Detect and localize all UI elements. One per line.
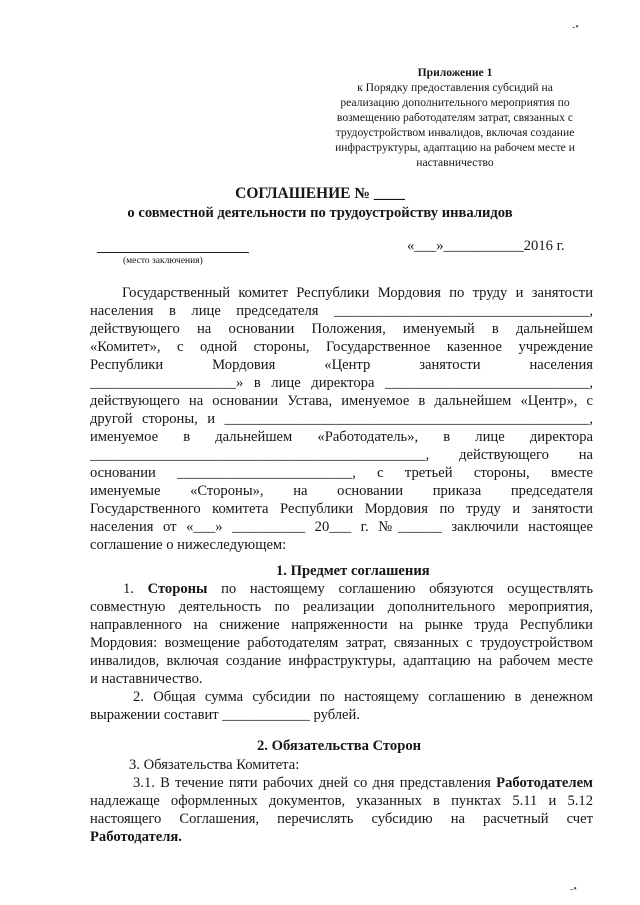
- section-3-1-end: Работодателя.: [90, 829, 182, 845]
- preamble-line: Государственного комитета Республики Мордовия по труду и занятости: [90, 501, 593, 517]
- preamble-line: именуемые «Стороны», на основании приказа председателя: [90, 483, 593, 499]
- section-2-heading: 2. Обязательства Сторон: [257, 738, 422, 754]
- preamble-line: действующего на основании Положения, именуемый в дальнейшем: [90, 321, 593, 337]
- section-1-para-2-second: выражении составит ____________ рублей.: [90, 707, 360, 723]
- preamble-line: другой стороны, и __________________________________________________,: [90, 411, 593, 427]
- appendix-heading: Приложение 1: [417, 66, 493, 79]
- preamble-line: основании ________________________, с третьей стороны, вместе: [90, 465, 593, 481]
- appendix-line: трудоустройством инвалидов, включая создание: [335, 126, 575, 139]
- appendix-line: инфраструктуры, адаптацию на рабочем месте и: [335, 141, 575, 154]
- place-caption: (место заключения): [123, 256, 203, 266]
- preamble-line: ____________________» в лице директора ____________________________,: [90, 375, 593, 391]
- section-3-1-first: [133, 775, 593, 792]
- preamble-line: соглашение о нижеследующем:: [90, 537, 287, 553]
- agreement-date: «___»___________2016 г.: [407, 238, 565, 254]
- para-text: 3.1. В течение пяти рабочих дней со дня представления: [133, 775, 491, 791]
- section-1-para-1-line: инвалидов, включая создание инфраструктуры, адаптацию на рабочем месте: [90, 653, 593, 669]
- section-3-1-line: настоящего Соглашения, перечислять субсидию на расчетный счет: [90, 811, 593, 827]
- parties-bold: Стороны: [147, 581, 208, 597]
- preamble-line: ______________________________________________, действующего на: [90, 447, 593, 463]
- page-title: СОГЛАШЕНИЕ № ____: [235, 185, 405, 202]
- appendix-block: [310, 65, 600, 175]
- appendix-line: возмещению работодателям затрат, связанных с: [336, 111, 574, 124]
- preamble-line: населения от «___» __________ 20___ г. №______ заключили настоящее: [90, 519, 593, 535]
- para-text: по настоящему соглашению обязуются осуществлять: [221, 581, 593, 597]
- preamble-line: Республики Мордовия «Центр занятости населения: [90, 357, 593, 373]
- section-1-para-1-line: совместную деятельность по реализации дополнительного мероприятия,: [90, 599, 593, 615]
- section-2-subheading: 3. Обязательства Комитета:: [129, 757, 300, 773]
- scan-mark: -•: [572, 22, 579, 33]
- place-blank: [97, 238, 249, 253]
- preamble-line: Государственный комитет Республики Мордовия по труду и занятости: [122, 285, 593, 301]
- section-1-para-1-line: Мордовия: возмещение работодателям затрат, связанных с трудоустройством: [90, 635, 593, 651]
- section-1-heading: 1. Предмет соглашения: [276, 563, 430, 579]
- appendix-line: к Порядку предоставления субсидий на: [357, 81, 553, 94]
- preamble-line: действующего на основании Устава, именуемое в дальнейшем «Центр», с: [90, 393, 593, 409]
- section-3-1-line: надлежаще оформленных документов, указанных в пунктах 5.11 и 5.12: [90, 793, 593, 809]
- employer-bold: Работодателем: [496, 775, 593, 791]
- section-1-para-1-line: и наставничество.: [90, 671, 203, 687]
- page-subtitle: о совместной деятельности по трудоустройству инвалидов: [127, 205, 513, 221]
- para-number: 1.: [123, 581, 134, 597]
- scan-mark: -•: [570, 884, 577, 895]
- appendix-line: реализацию дополнительного мероприятия по: [340, 96, 570, 109]
- section-1-para-1-line: направленного на снижение напряженности на рынке труда Республики: [90, 617, 593, 633]
- section-1-para-1-first: [90, 581, 593, 598]
- preamble-line: населения в лице председателя ___________________________________,: [90, 303, 593, 319]
- preamble-line: именуемое в дальнейшем «Работодатель», в лице директора: [90, 429, 593, 445]
- preamble-line: «Комитет», с одной стороны, Государственное казенное учреждение: [90, 339, 593, 355]
- section-1-para-2-first: 2. Общая сумма субсидии по настоящему соглашению в денежном: [133, 689, 593, 705]
- appendix-line: наставничество: [416, 156, 494, 169]
